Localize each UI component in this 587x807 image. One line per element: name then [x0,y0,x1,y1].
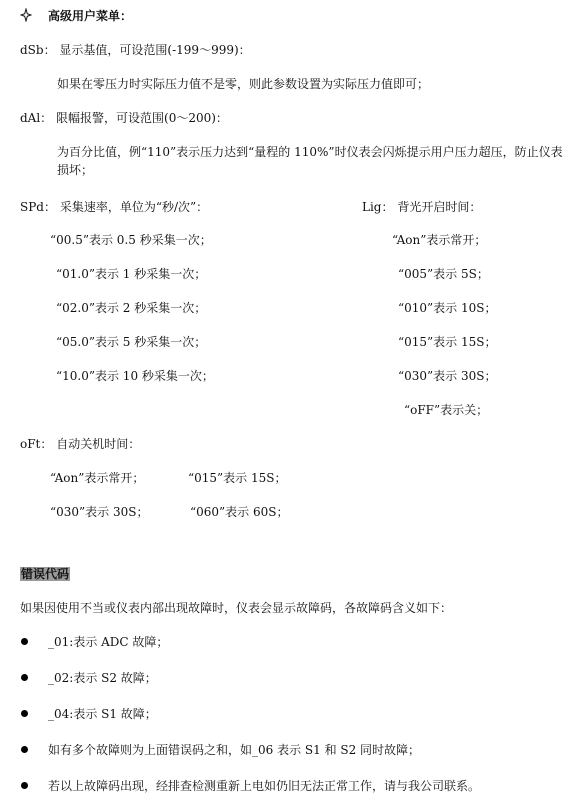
list-item: “02.0”表示 2 秒采集一次； [56,301,207,315]
param-code: oFt： [20,437,53,451]
heading-text: 错误代码 [21,567,70,581]
diamond-outline-icon [20,8,32,26]
bullet-icon [21,674,28,681]
error-heading [20,566,70,582]
error-intro: 如果因使用不当或仪表内部出现故障时，仪表会显示故障码，各故障码含义如下： [20,601,453,615]
list-item: “10.0”表示 10 秒采集一次； [56,369,214,383]
param-code: dAl： [20,111,53,125]
list-item: “Aon”表示常开； [50,471,145,485]
param-dal [20,110,228,126]
param-spd [20,199,208,215]
param-note: 如果在零压力时实际压力值不是零，则此参数设置为实际压力值即可； [57,77,430,91]
list-item: _04:表示 S1 故障； [48,707,157,721]
bullet-icon [21,638,28,645]
param-desc: 自动关机时间： [56,437,141,451]
param-desc: 限幅报警，可设范围(0～200)： [56,111,228,125]
param-lig [362,199,481,215]
bullet-icon [21,782,28,789]
list-item: “015”表示 15S； [188,471,287,485]
param-note: 为百分比值，例“110”表示压力达到“量程的 110%”时仪表会闪烁提示用户压力超压，防止仪表损坏； [57,145,563,177]
param-dsb [20,42,251,58]
list-item: _01:表示 ADC 故障； [48,635,169,649]
bullet-icon [21,746,28,753]
list-item: _02:表示 S2 故障； [48,671,157,685]
section-title: 高级用户菜单： [48,9,133,23]
param-code: Lig： [362,200,394,214]
list-item: 如有多个故障则为上面错误码之和，如_06 表示 S1 和 S2 同时故障； [48,743,421,757]
param-code: dSb： [20,43,56,57]
list-item: “00.5”表示 0.5 秒采集一次； [50,233,212,247]
list-item: “01.0”表示 1 秒采集一次； [56,267,207,281]
list-item: “010”表示 10S； [398,301,497,315]
list-item: 若以上故障码出现，经排查检测重新上电如仍旧无法正常工作，请与我公司联系。 [48,779,481,793]
bullet-icon [21,710,28,717]
param-desc: 采集速率，单位为“秒/次”： [59,200,209,214]
list-item: “030”表示 30S； [398,369,497,383]
param-desc: 显示基值，可设范围(-199～999)： [59,43,251,57]
param-oft [20,436,140,452]
list-item: “060”表示 60S； [190,505,289,519]
param-code: SPd： [20,200,56,214]
list-item: “005”表示 5S； [398,267,489,281]
list-item: “oFF”表示关； [404,403,489,417]
list-item: “030”表示 30S； [50,505,149,519]
list-item: “Aon”表示常开； [392,233,487,247]
list-item: “015”表示 15S； [398,335,497,349]
param-desc: 背光开启时间： [397,200,482,214]
list-item: “05.0”表示 5 秒采集一次； [56,335,207,349]
